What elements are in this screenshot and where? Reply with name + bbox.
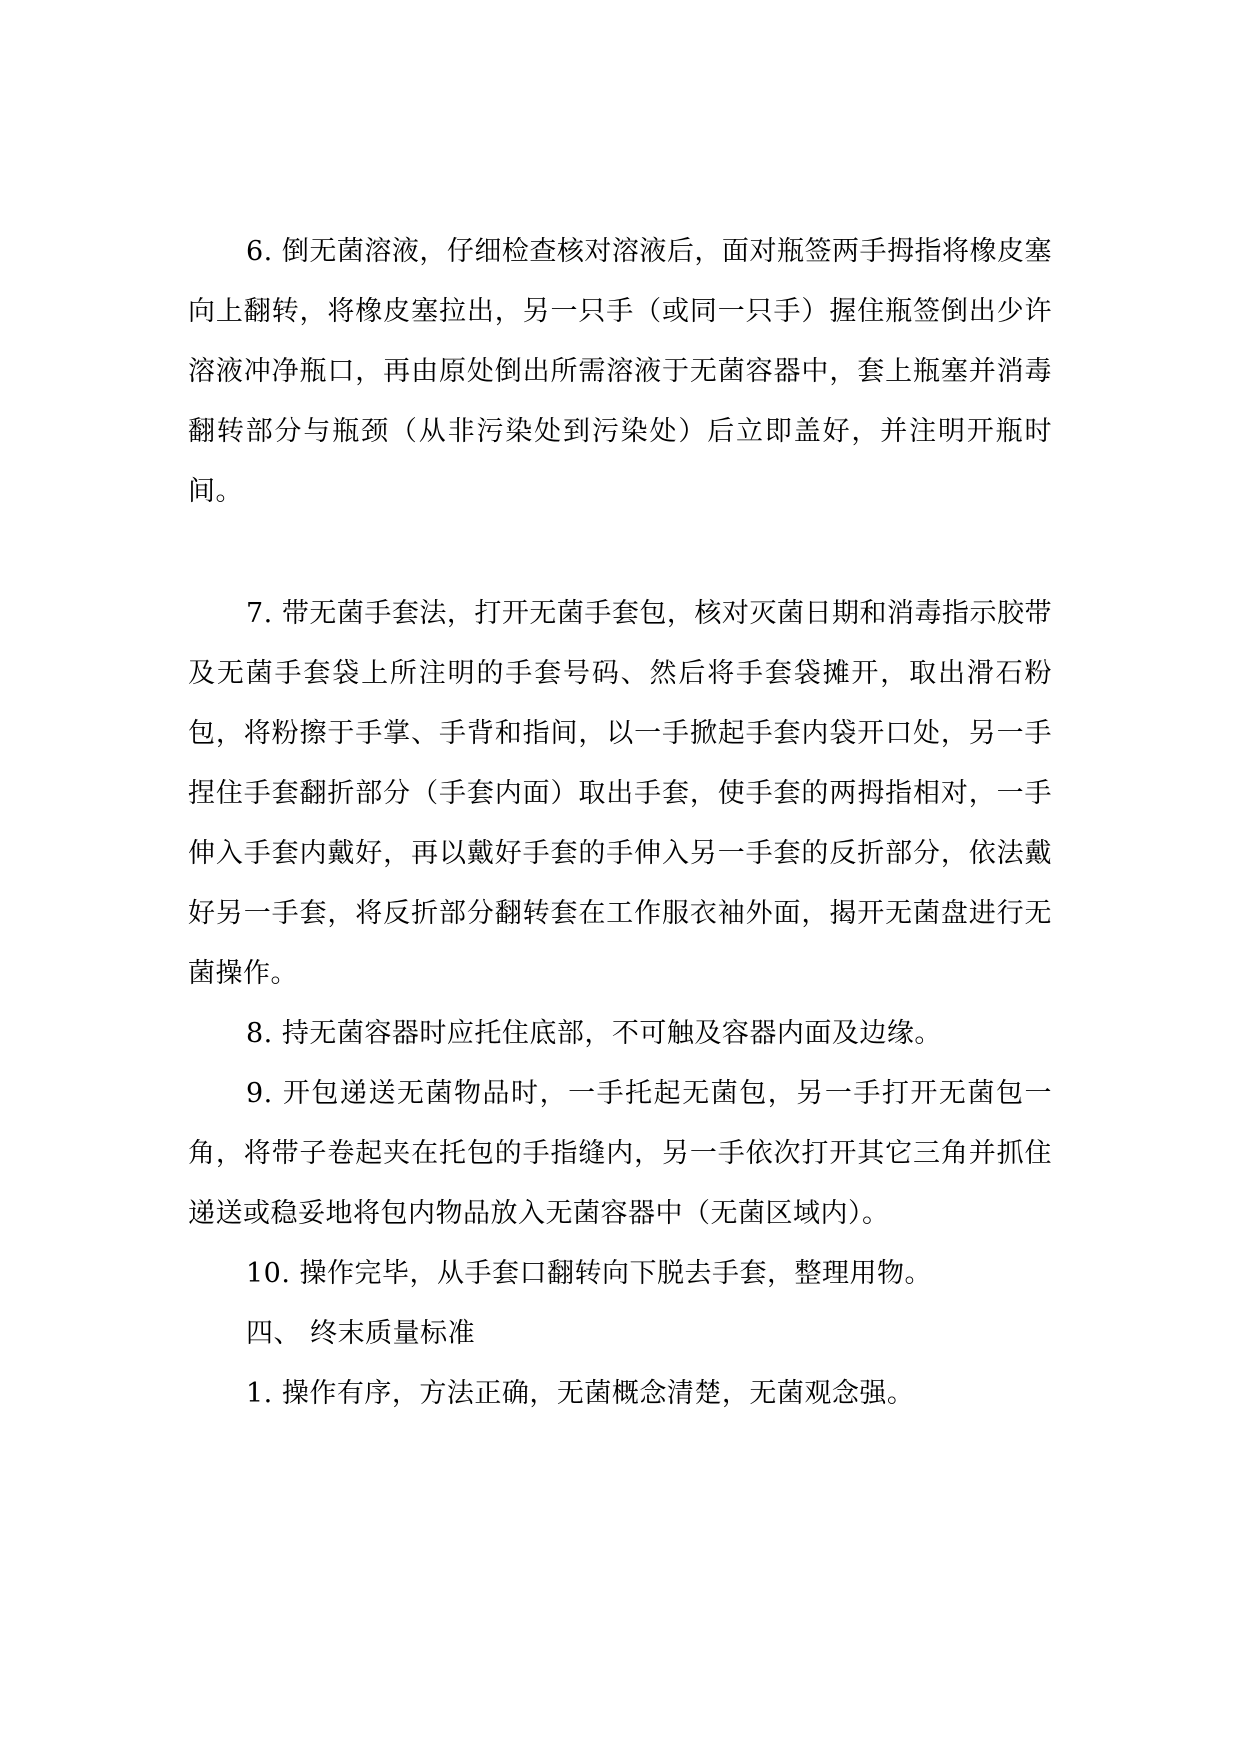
paragraph-step-9: 9. 开包递送无菌物品时，一手托起无菌包，另一手打开无菌包一角，将带子卷起夹在托包的手指缝内，另一手依次打开其它三角并抓住递送或稳妥地将包内物品放入无菌容器中（无菌区域内）。 [188, 1078, 1052, 1229]
paragraph-step-10: 10. 操作完毕，从手套口翻转向下脱去手套，整理用物。 [246, 1258, 933, 1289]
paragraph-step-8: 8. 持无菌容器时应托住底部，不可触及容器内面及边缘。 [246, 1018, 942, 1049]
paragraph-step-7: 7. 带无菌手套法，打开无菌手套包，核对灭菌日期和消毒指示胶带及无菌手套袋上所注明的手套号码、然后将手套袋摊开，取出滑石粉包，将粉擦于手掌、手背和指间，以一手掀起手套内袋开口处，另一手捏住手套翻折部分（手套内面）取出手套，使手套的两拇指相对，一手伸入手套内戴好，再以戴好手套的手伸入另一手套的反折部分，依法戴好另一手套，将反折部分翻转套在工作服衣袖外面，揭开无菌盘进行无菌操作。 [188, 598, 1052, 989]
paragraph-step-6: 6. 倒无菌溶液，仔细检查核对溶液后，面对瓶签两手拇指将橡皮塞向上翻转，将橡皮塞拉出，另一只手（或同一只手）握住瓶签倒出少许溶液冲净瓶口，再由原处倒出所需溶液于无菌容器中，套上瓶塞并消毒翻转部分与瓶颈（从非污染处到污染处）后立即盖好，并注明开瓶时间。 [188, 236, 1052, 507]
section-heading-4: 四、 终末质量标准 [246, 1318, 476, 1349]
document-body [188, 222, 1052, 1424]
paragraph-standard-1: 1. 操作有序，方法正确，无菌概念清楚，无菌观念强。 [246, 1378, 915, 1409]
